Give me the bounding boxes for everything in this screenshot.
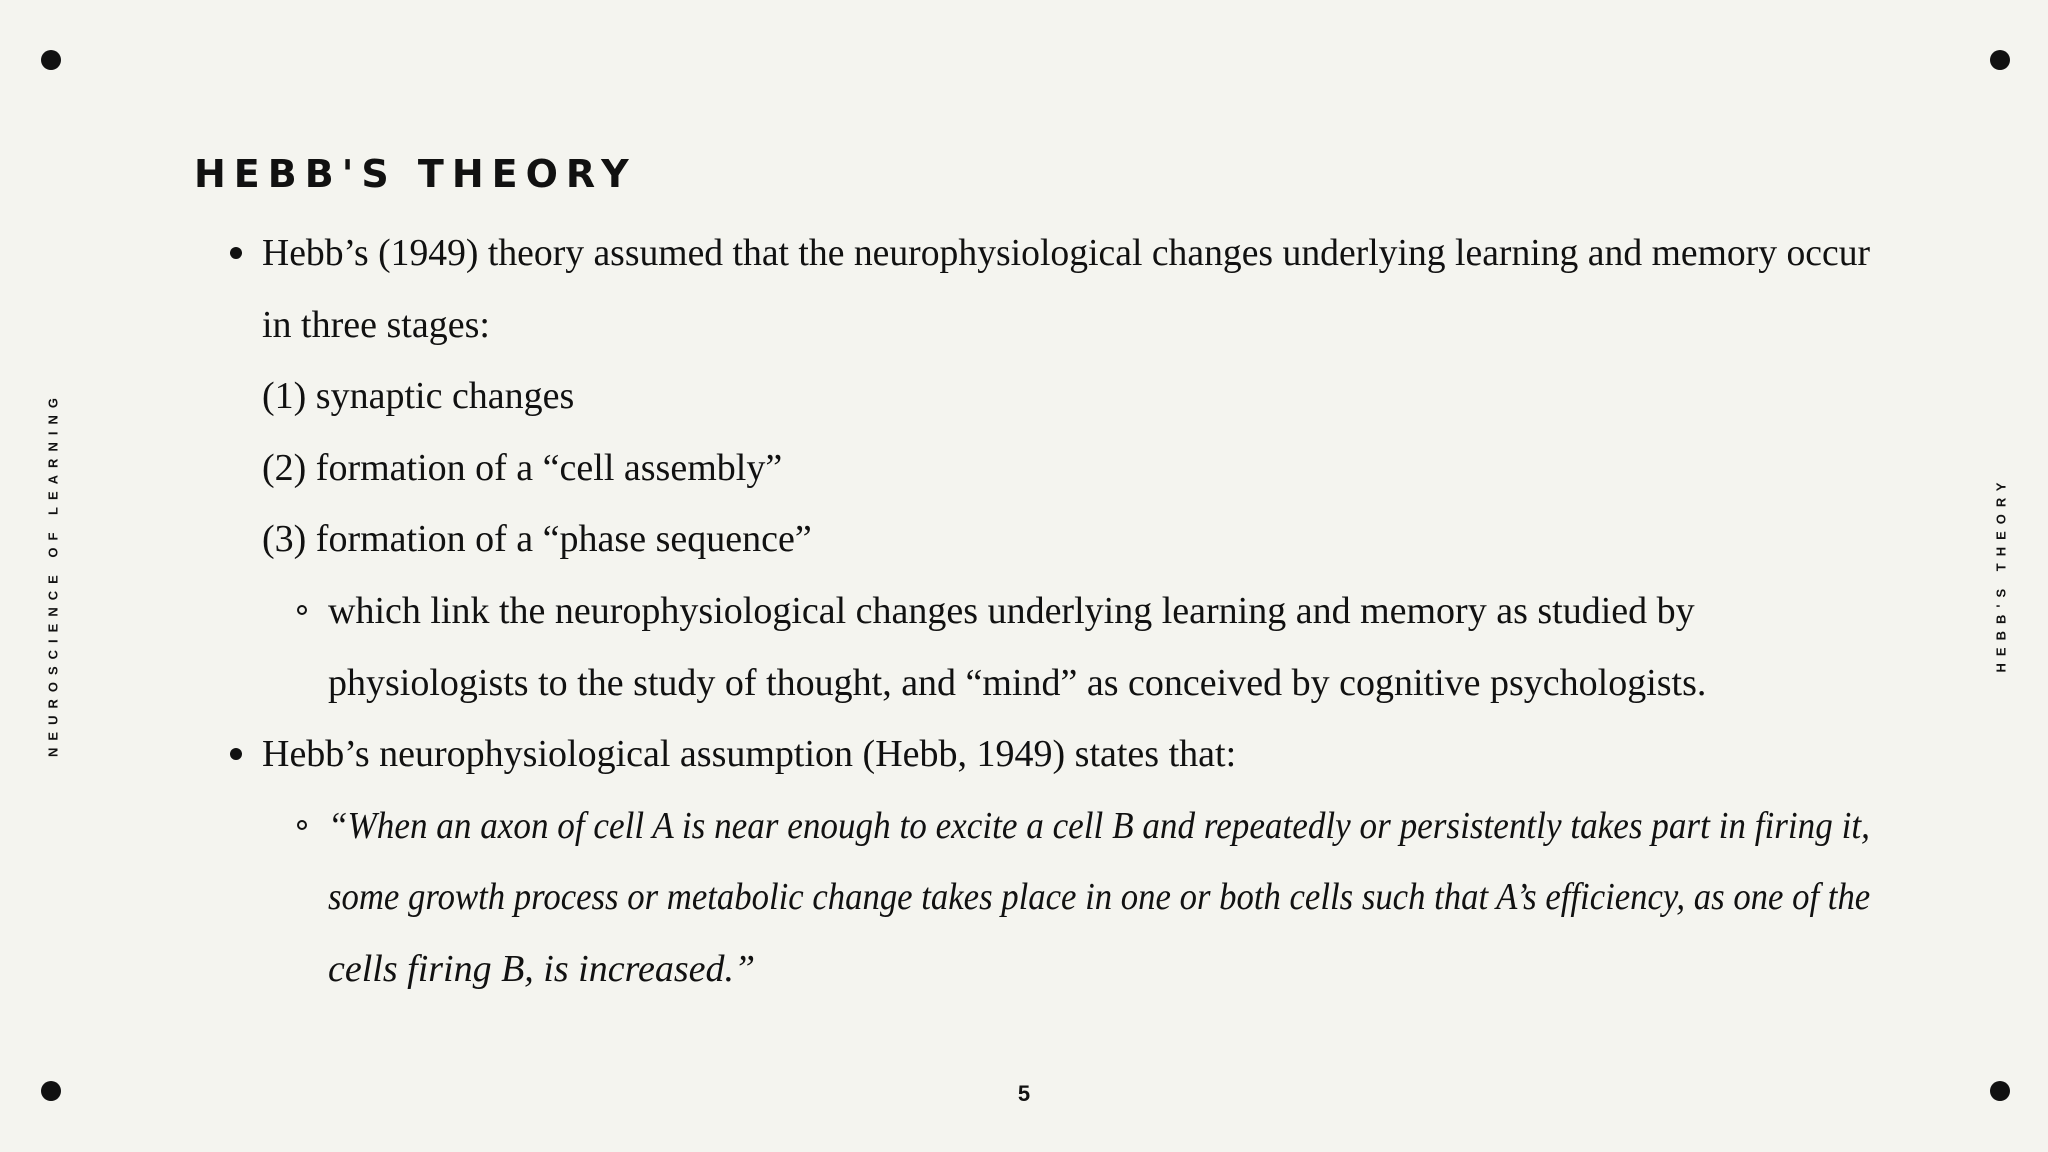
page-number: 5 [1017, 1081, 1031, 1106]
bullet1-line2: in three stages: [262, 304, 490, 346]
corner-dot-bottom-left [41, 1081, 61, 1101]
bullet1-line1: Hebb’s (1949) theory assumed that the neurophysiological changes underlying learning and memory occur [262, 232, 1871, 274]
quote-line2: some growth process or metabolic change takes place in one or both cells such that A’s efficiency, as one of the [328, 876, 1871, 918]
quote-line3: cells firing B, is increased.” [328, 948, 756, 990]
stage-3: (3) formation of a “phase sequence” [262, 518, 812, 560]
corner-dot-top-left [41, 50, 61, 70]
slide-title: HEBB'S THEORY [194, 152, 637, 196]
sub-bullet1-line1: which link the neurophysiological changes underlying learning and memory as studied by [328, 590, 1695, 632]
side-label-left: NEUROSCIENCE OF LEARNING [45, 391, 61, 757]
quote-line1: “When an axon of cell A is near enough to excite a cell B and repeatedly or persistently takes part in firing it, [328, 805, 1870, 847]
bullet-dot-icon [230, 247, 242, 259]
stage-1: (1) synaptic changes [262, 375, 575, 417]
sub-bullet-circle-icon [297, 605, 307, 615]
sub-bullet-circle-icon [297, 820, 307, 830]
sub-bullet1-line2: physiologists to the study of thought, and “mind” as conceived by cognitive psychologists. [328, 662, 1707, 704]
bullet-dot-icon [230, 748, 242, 760]
corner-dot-top-right [1990, 50, 2010, 70]
bullet2-line1: Hebb’s neurophysiological assumption (Hebb, 1949) states that: [262, 733, 1237, 775]
corner-dot-bottom-right [1990, 1081, 2010, 1101]
stage-2: (2) formation of a “cell assembly” [262, 447, 783, 489]
side-label-right: HEBB'S THEORY [1993, 475, 2009, 673]
